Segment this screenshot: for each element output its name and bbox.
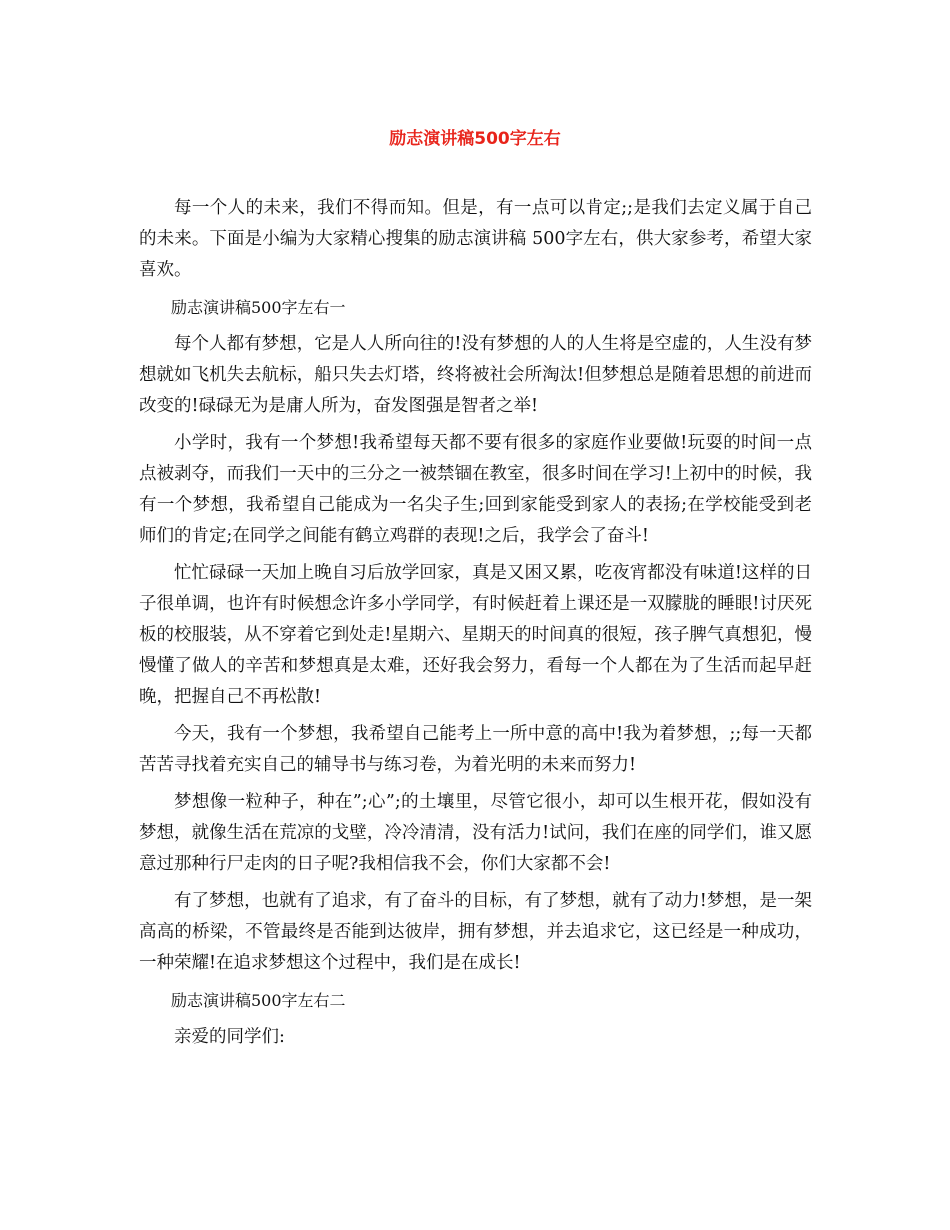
body-paragraph: 每个人都有梦想，它是人人所向往的!没有梦想的人的人生将是空虚的，人生没有梦想就如飞机失去航标，船只失去灯塔，终将被社会所淘汰!但梦想总是随着思想的前进而改变的!碌碌无为是庸人所为，奋发图强是智者之举! — [139, 334, 812, 416]
document-body — [139, 193, 812, 1059]
body-paragraph: 忙忙碌碌一天加上晚自习后放学回家，真是又困又累，吃夜宵都没有味道!这样的日子很单调，也许有时候想念许多小学同学，有时候赶着上课还是一双朦胧的睡眼!讨厌死板的校服装，从不穿着它到处走!星期六、星期天的时间真的很短，孩子脾气真想犯，慢慢懂了做人的辛苦和梦想真是太难，还好我会努力，看每一个人都在为了生活而起早赶晚，把握自己不再松散! — [139, 563, 812, 707]
salutation: 亲爱的同学们: — [174, 1027, 285, 1047]
section-heading-2: 励志演讲稿500字左右二 — [171, 991, 346, 1010]
body-paragraph: 小学时，我有一个梦想!我希望每天都不要有很多的家庭作业要做!玩耍的时间一点点被剥夺，而我们一天中的三分之一被禁锢在教室，很多时间在学习!上初中的时候，我有一个梦想，我希望自己能成为一名尖子生;回到家能受到家人的表扬;在学校能受到老师们的肯定;在同学之间能有鹤立鸡群的表现!之后，我学会了奋斗! — [139, 433, 812, 546]
body-paragraph: 梦想像一粒种子，种在”;心”;的土壤里，尽管它很小，却可以生根开花，假如没有梦想，就像生活在荒凉的戈壁，冷冷清清，没有活力!试问，我们在座的同学们，谁又愿意过那种行尸走肉的日子呢?我相信我不会，你们大家都不会! — [139, 792, 812, 874]
body-paragraph: 有了梦想，也就有了追求，有了奋斗的目标，有了梦想，就有了动力!梦想，是一架高高的桥梁，不管最终是否能到达彼岸，拥有梦想，并去追求它，这已经是一种成功，一种荣耀!在追求梦想这个过程中，我们是在成长! — [139, 891, 812, 973]
body-paragraph: 今天，我有一个梦想，我希望自己能考上一所中意的高中!我为着梦想，;;每一天都苦苦寻找着充实自己的辅导书与练习卷，为着光明的未来而努力! — [139, 724, 812, 775]
document-title: 励志演讲稿500字左右 — [389, 129, 561, 149]
intro-paragraph: 每一个人的未来，我们不得而知。但是，有一点可以肯定;;是我们去定义属于自己的未来。下面是小编为大家精心搜集的励志演讲稿 500字左右，供大家参考，希望大家喜欢。 — [139, 198, 812, 280]
section-heading-1: 励志演讲稿500字左右一 — [171, 298, 346, 317]
